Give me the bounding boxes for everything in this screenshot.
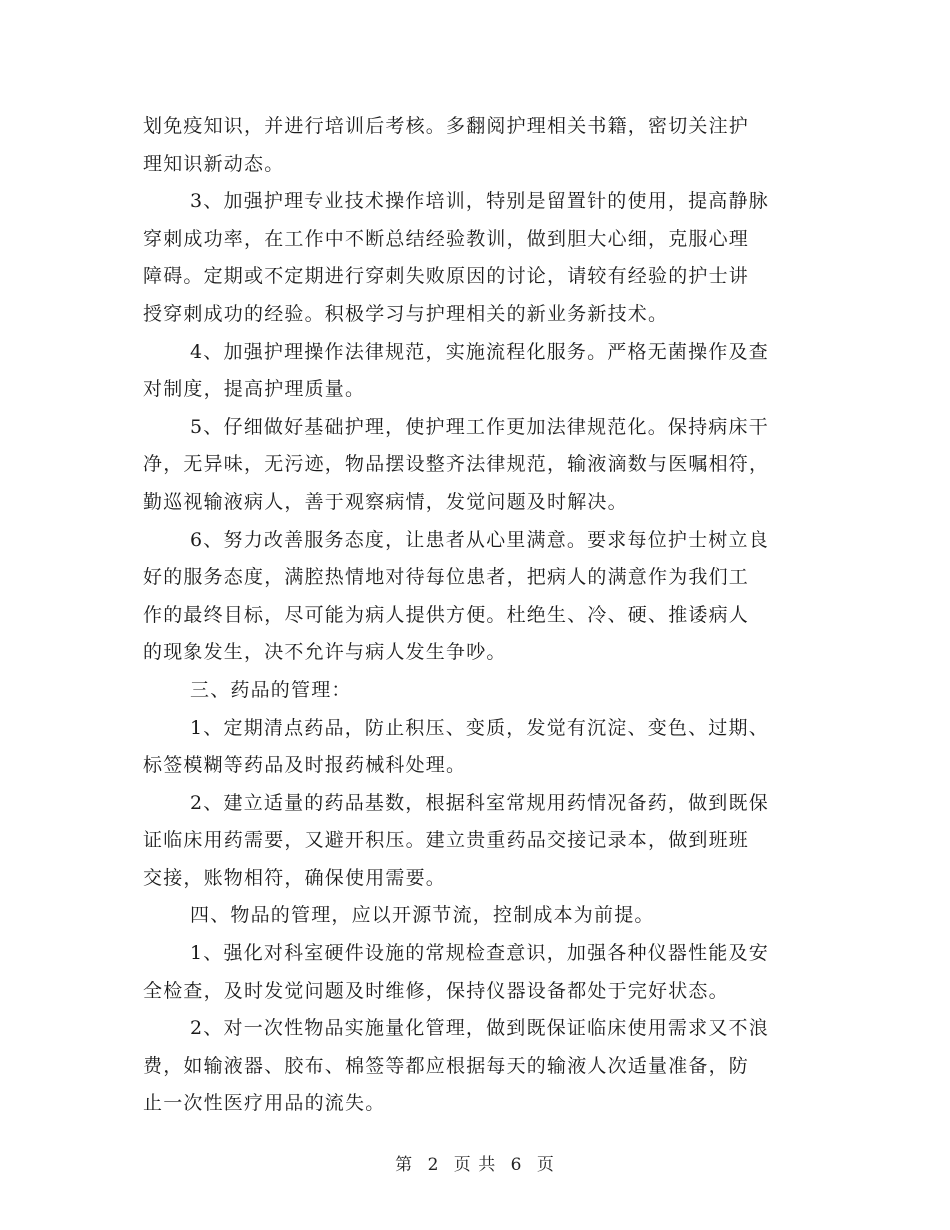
text-line: 净，无异味，无污迹，物品摆设整齐法律规范，输液滴数与医嘱相符，: [143, 453, 770, 476]
total-pages-number: 6: [510, 1155, 523, 1175]
text-line: 作的最终目标，尽可能为病人提供方便。杜绝生、冷、硬、推诿病人: [143, 603, 750, 626]
text-line: 穿刺成功率，在工作中不断总结经验教训，做到胆大心细，克服心理: [143, 227, 750, 250]
text-line: 勤巡视输液病人，善于观察病情，发觉问题及时解决。: [143, 490, 628, 513]
text-line: 交接，账物相符，确保使用需要。: [143, 866, 447, 889]
text-line: 6、努力改善服务态度，让患者从心里满意。要求每位护士树立良: [190, 528, 769, 551]
text-line: 2、建立适量的药品基数，根据科室常规用药情况备药，做到既保: [190, 791, 769, 814]
text-line: 费，如输液器、胶布、棉签等都应根据每天的输液人次适量准备，防: [143, 1054, 750, 1077]
page-footer: [0, 1150, 950, 1175]
text-line: 好的服务态度，满腔热情地对待每位患者，把病人的满意作为我们工: [143, 566, 750, 589]
text-line: 3、加强护理专业技术操作培训，特别是留置针的使用，提高静脉: [190, 190, 769, 213]
text-line: 障碍。定期或不定期进行穿刺失败原因的讨论，请较有经验的护士讲: [143, 265, 750, 288]
text-line: 4、加强护理操作法律规范，实施流程化服务。严格无菌操作及查: [190, 340, 769, 363]
text-line: 全检查，及时发觉问题及时维修，保持仪器设备都处于完好状态。: [143, 979, 729, 1002]
text-line: 证临床用药需要，又避开积压。建立贵重药品交接记录本，做到班班: [143, 829, 750, 852]
text-line: 5、仔细做好基础护理，使护理工作更加法律规范化。保持病床干: [190, 415, 769, 438]
body-text: [143, 108, 811, 1123]
text-line: 划免疫知识，并进行培训后考核。多翻阅护理相关书籍，密切关注护: [143, 115, 750, 137]
footer-middle: 页 共: [453, 1155, 497, 1175]
text-line: 止一次性医疗用品的流失。: [143, 1092, 386, 1115]
text-line: 标签模糊等药品及时报药械科处理。: [143, 754, 467, 777]
text-line: 的现象发生，决不允许与病人发生争吵。: [143, 641, 507, 664]
current-page-number: 2: [427, 1155, 440, 1175]
text-line: 对制度，提高护理质量。: [143, 378, 366, 401]
text-line: 2、对一次性物品实施量化管理，做到既保证临床使用需求又不浪: [190, 1017, 769, 1040]
text-line: 四、物品的管理，应以开源节流，控制成本为前提。: [190, 904, 655, 927]
text-line: 1、强化对科室硬件设施的常规检查意识，加强各种仪器性能及安: [190, 942, 769, 965]
text-line: 三、药品的管理：: [190, 678, 352, 701]
text-line: 授穿刺成功的经验。积极学习与护理相关的新业务新技术。: [143, 302, 669, 325]
footer-prefix: 第: [395, 1155, 414, 1175]
footer-suffix: 页: [536, 1155, 555, 1175]
text-line: 理知识新动态。: [143, 152, 285, 175]
text-line: 1、定期清点药品，防止积压、变质，发觉有沉淀、变色、过期、: [190, 716, 769, 739]
